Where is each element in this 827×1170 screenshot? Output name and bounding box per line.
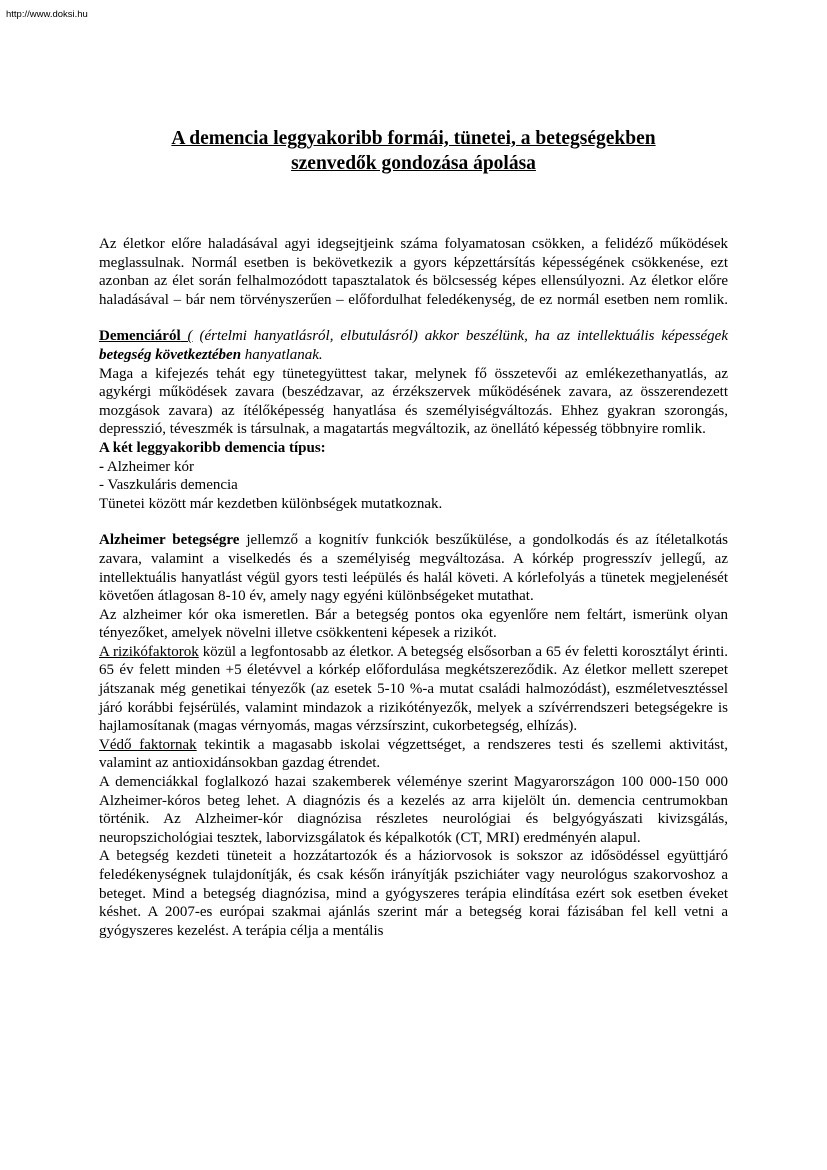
title-line-1: A demencia leggyakoribb formái, tünetei, a betegségekben [171,128,656,149]
document-page [99,126,728,940]
risk-factors-term: A rizikófaktorok [99,643,199,660]
definition-term: Demenciáról [99,328,181,345]
types-list-item: - Vaszkuláris demencia [99,477,238,494]
definition-paragraph [99,327,728,364]
definition-end: hanyatlanak. [241,346,323,363]
alzheimer-paragraph-1: Alzheimer betegségre jellemző a kognitív funkciók beszűkülése, a gondolkodás és az ítéletalkotás zavara, valamint a viselkedés és a személyiség megváltozása. A kórkép progresszív jellegű, az intellektuális hanyatlást végül gyors testi leépülés és halál követi. A kórlefolyás a tünetek megjelenését követően átlagosan 8-10 év, amely nagy egyéni különbségeket mutathat. [99,532,728,605]
definition-bold: betegség következtében [99,346,242,363]
protective-factors-paragraph: Védő faktornak tekintik a magasabb iskolai végzettséget, a rendszeres testi és szellemi aktivitást, valamint az antioxidánsokban gazdag étrendet. [99,736,728,772]
types-note: Tünetei között már kezdetben különbségek mutatkoznak. [99,495,443,512]
source-url-link[interactable]: http://www.doksi.hu [6,9,88,20]
prevalence-paragraph: A demenciákkal foglalkozó hazai szakemberek véleménye szerint Magyarországon 100 000-150 000 Alzheimer-kóros beteg lehet. A diagnózis és a kezelés az arra kijelölt ún. demencia centrumokban történik. Az Alzheimer-kór diagnózisa részletes neurológiai és belgyógyászati kivizsgálás, neuropszichológiai tesztek, laborvizsgálatok és képalkotók (CT, MRI) eredményén alapul. [99,774,728,846]
protective-factors-term: Védő faktornak [99,736,197,753]
definition-paren-underlined: ( [180,328,193,345]
document-title [99,126,728,176]
alzheimer-term: Alzheimer betegségre [99,532,240,549]
definition-text: (értelmi hanyatlásról, elbutulásról) akkor beszélünk, ha az intellektuális képességek [192,328,729,345]
risk-factors-paragraph: A rizikófaktorok közül a legfontosabb az életkor. A betegség elsősorban a 65 év feletti korosztályt érinti. 65 év felett minden +5 életévvel a kórkép előfordulása megkétszereződik. Az életkor mellett szerepet játszanak még genetikai tényezők (az esetek 5-10 %-a mutat családi halmozódást), eszméletvesztéssel járó korábbi fejsérülés, valamint mindazok a rizikótényezők, melyek a szívérrendszeri betegségekre is hajlamosítanak (magas vérnyomás, magas vérzsírszint, cukorbetegség, elhízás). [99,643,729,735]
title-line-2: szenvedők gondozása ápolása [291,153,536,174]
types-list-item: - Alzheimer kór [99,458,194,475]
types-heading: A két leggyakoribb demencia típus: [99,439,326,456]
intro-paragraph: Az életkor előre haladásával agyi idegsejtjeink száma folyamatosan csökken, a felidéző működések meglassulnak. Normál esetben is bekövetkezik a gyors képzettársítás képességének csökkenése, ezt azonban az élet során felhalmozódott tapasztalatok és bölcsesség képes ellensúlyozni. Az életkor előre haladásával – bár nem törvényszerűen – előfordulhat feledékenység, de ez normál esetben nem romlik. [99,236,728,308]
therapy-paragraph: A betegség kezdeti tüneteit a hozzátartozók és a háziorvosok is sokszor az idősödéssel együttjáró feledékenységnek tulajdonítják, és csak későn irányítják pszichiáter vagy neurológus szakorvoshoz a beteget. Mind a betegség diagnózisa, mind a gyógyszeres terápia elindítása ezért sok esetben éveket késhet. A 2007-es európai szakmai ajánlás szerint már a betegség korai fázisában fel kell vetni a gyógyszeres kezelést. A terápia célja a mentális [99,848,728,939]
definition-body: Maga a kifejezés tehát egy tünetegyüttest takar, melynek fő összetevői az emlékezethanyatlás, az agykérgi működések zavara (beszédzavar, az érzékszervek működésének zavara, az összerendezett mozgások zavara) az ítélőképesség hanyatlása és személyiségváltozás. Ehhez gyakran szorongás, depresszió, téveszmék is társulnak, a magatartás megváltozik, az önellátó képesség többnyire romlik. [99,365,728,438]
alzheimer-paragraph-2: Az alzheimer kór oka ismeretlen. Bár a betegség pontos oka egyenlőre nem feltárt, ismerünk olyan tényezőket, amelyek növelni illetve csökkenteni képesek a rizikót. [99,606,728,642]
